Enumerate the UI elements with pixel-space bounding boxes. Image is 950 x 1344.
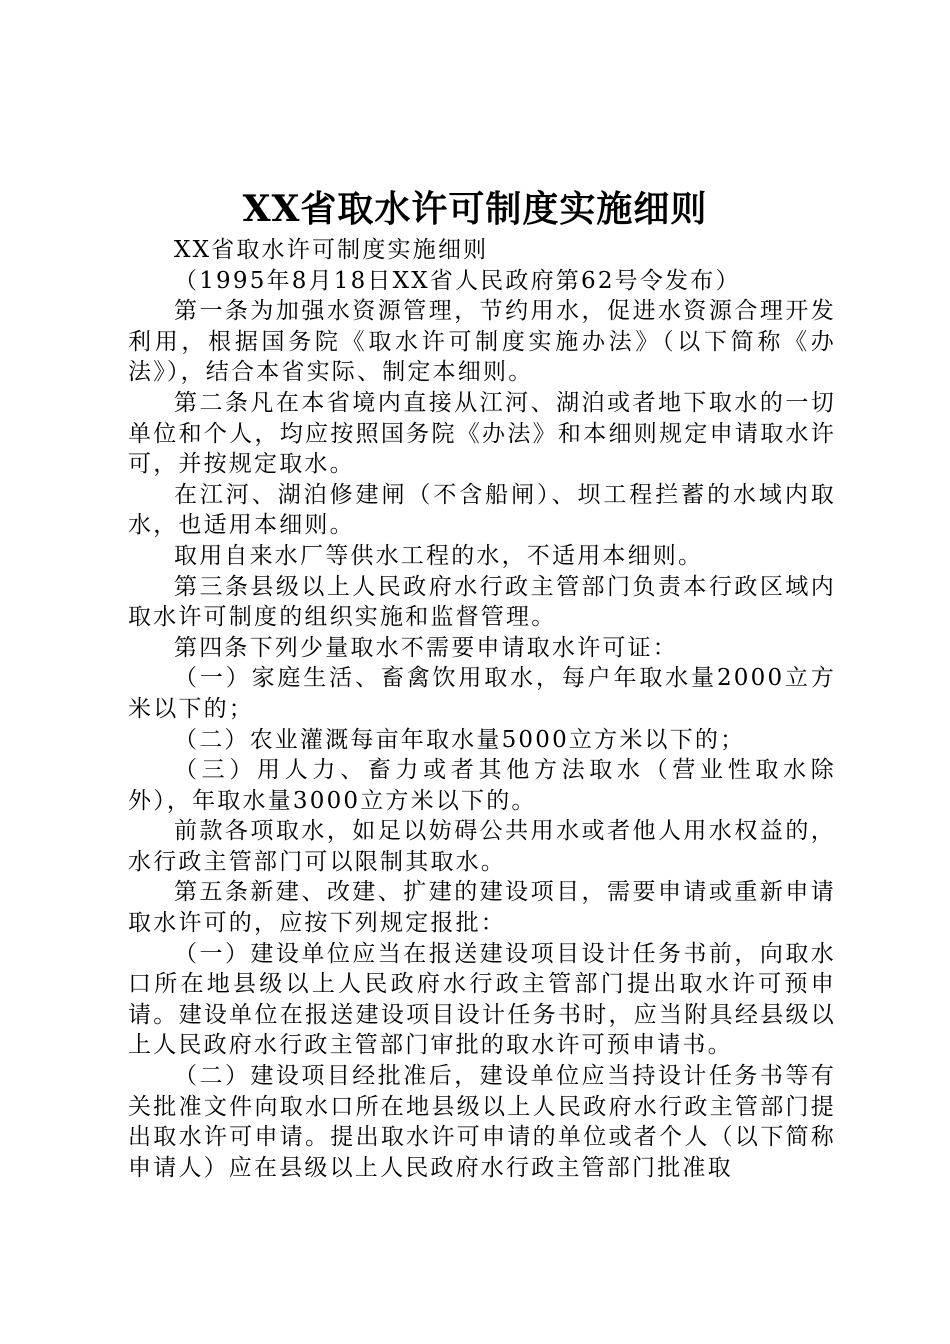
paragraph-issue-date: （1995年8月18日XX省人民政府第62号令发布） xyxy=(174,267,741,294)
paragraph-article-3: 第三条县级以上人民政府水行政主管部门负责本行政区域内取水许可制度的组织实施和监督管理。 xyxy=(128,573,836,631)
paragraph-article-2-sluice: 在江河、湖泊修建闸（不含船闸）、坝工程拦蓄的水域内取水，也适用本细则。 xyxy=(128,481,836,539)
paragraph-article-5-item-1: （一）建设单位应当在报送建设项目设计任务书前，向取水口所在地县级以上人民政府水行政主管部门提出取水许可预申请。建设单位在报送建设项目设计任务书时，应当附具经县级以上人民政府水行政主管部门审批的取水许可预申请书。 xyxy=(128,940,836,1059)
paragraph-article-4-limit: 前款各项取水，如足以妨碍公共用水或者他人用水权益的，水行政主管部门可以限制其取水。 xyxy=(128,818,836,875)
paragraph-article-4: 第四条下列少量取水不需要申请取水许可证： xyxy=(174,634,678,661)
paragraph-article-4-item-1: （一）家庭生活、畜禽饮用取水，每户年取水量2000立方米以下的； xyxy=(128,665,836,722)
paragraph-article-2: 第二条凡在本省境内直接从江河、湖泊或者地下取水的一切单位和个人，均应按照国务院《办法》和本细则规定申请取水许可，并按规定取水。 xyxy=(128,389,836,478)
document-body xyxy=(128,235,836,1183)
paragraph-article-4-item-3: （三）用人力、畜力或者其他方法取水（营业性取水除外），年取水量3000立方米以下的。 xyxy=(128,757,836,814)
document-title: XX省取水许可制度实施细则 xyxy=(242,188,708,230)
paragraph-article-5-item-2: （二）建设项目经批准后，建设单位应当持设计任务书等有关批准文件向取水口所在地县级以上人民政府水行政主管部门提出取水许可申请。提出取水许可申请的单位或者个人（以下简称申请人）应在县级以上人民政府水行政主管部门批准取 xyxy=(128,1063,836,1181)
paragraph-article-4-item-2: （二）农业灌溉每亩年取水量5000立方米以下的； xyxy=(174,726,746,753)
paragraph-article-1: 第一条为加强水资源管理，节约用水，促进水资源合理开发利用，根据国务院《取水许可制度实施办法》（以下简称《办法》），结合本省实际、制定本细则。 xyxy=(128,298,836,386)
paragraph-article-2-tapwater: 取用自来水厂等供水工程的水，不适用本细则。 xyxy=(174,542,704,569)
paragraph-subtitle: XX省取水许可制度实施细则 xyxy=(174,237,489,263)
paragraph-article-5: 第五条新建、改建、扩建的建设项目，需要申请或重新申请取水许可的，应按下列规定报批： xyxy=(128,879,836,937)
